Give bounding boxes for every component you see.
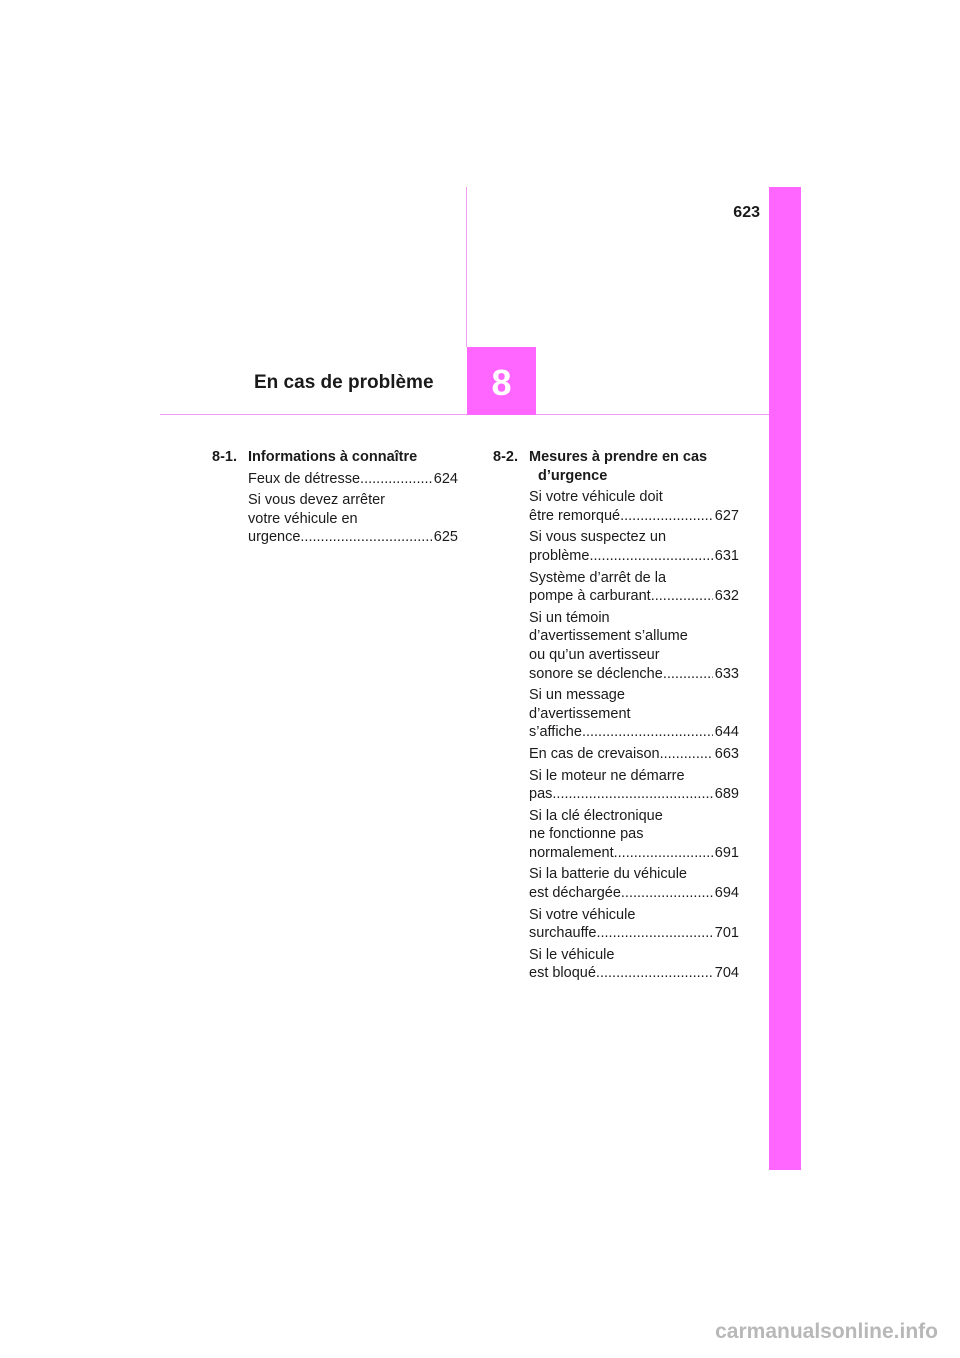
toc-entry-last-line <box>529 507 739 526</box>
toc-entry[interactable] <box>529 686 739 742</box>
toc-entry[interactable] <box>529 488 739 525</box>
toc-entry-text: En cas de crevaison <box>529 745 660 762</box>
toc-entry-text: d’avertissement s’allume <box>529 628 688 645</box>
chapter-title: En cas de problème <box>254 372 434 393</box>
header-rule <box>160 414 769 415</box>
section-number: 8-1. <box>212 449 237 465</box>
dot-leader <box>660 745 713 764</box>
toc-entry-text: sonore se déclenche <box>529 665 663 682</box>
toc-entry-text: surchauffe <box>529 925 597 942</box>
toc-entry-text: problème <box>529 547 590 564</box>
dot-leader <box>621 884 713 903</box>
toc-entry[interactable] <box>248 470 458 489</box>
toc-entry-text: Si un témoin <box>529 609 610 626</box>
toc-page-number: 631 <box>714 547 739 564</box>
toc-page-number: 633 <box>714 665 739 682</box>
toc-entry-last-line <box>529 587 739 606</box>
toc-entry-text: ou qu’un avertisseur <box>529 646 660 663</box>
dot-leader <box>596 964 713 983</box>
dot-leader <box>596 924 712 943</box>
toc-entry-text: Si votre véhicule doit <box>529 489 663 506</box>
section-heading <box>493 448 739 485</box>
section-title: Informations à connaître <box>248 449 418 465</box>
dot-leader <box>300 528 431 547</box>
toc-entry-text: est déchargée <box>529 885 621 902</box>
page-number: 623 <box>733 204 760 221</box>
toc-entry-text: Si la clé électronique <box>529 807 663 824</box>
toc-entry-text: pompe à carburant <box>529 588 651 605</box>
dot-leader <box>614 844 713 863</box>
toc-page-number: 663 <box>714 745 739 762</box>
dot-leader <box>620 507 713 526</box>
toc-entry-last-line <box>529 884 739 903</box>
dot-leader <box>651 587 713 606</box>
toc-entry-text: Si votre véhicule <box>529 906 636 923</box>
toc-entry-last-line <box>529 964 739 983</box>
toc-page-number: 644 <box>714 724 739 741</box>
toc-entry-text: votre véhicule en <box>248 510 358 527</box>
toc-entry-text: Si la batterie du véhicule <box>529 866 687 883</box>
toc-entry-text: Si vous devez arrêter <box>248 492 386 509</box>
toc-entry-last-line <box>529 665 739 684</box>
toc-column-left <box>212 448 458 550</box>
toc-page-number: 689 <box>714 786 739 803</box>
toc-entry-last-line <box>248 528 458 547</box>
toc-page-number: 694 <box>714 885 739 902</box>
toc-entry-text: Si le moteur ne démarre <box>529 767 685 784</box>
toc-entry-last-line <box>529 745 739 764</box>
toc-entry-text: est bloqué <box>529 965 596 982</box>
toc-page-number: 632 <box>714 588 739 605</box>
toc-entry-last-line <box>529 785 739 804</box>
toc-entry-text: Si un message <box>529 687 625 704</box>
toc-entry-text: s’affiche <box>529 724 582 741</box>
dot-leader <box>589 547 712 566</box>
toc-entry-text: urgence <box>248 529 301 546</box>
toc-entry[interactable] <box>529 528 739 565</box>
toc-entry-last-line <box>248 470 458 489</box>
toc-entry-text: pas <box>529 786 553 803</box>
toc-page-number: 625 <box>433 529 458 546</box>
toc-entry[interactable] <box>529 946 739 983</box>
toc-entry-last-line <box>529 844 739 863</box>
watermark: carmanualsonline.info <box>715 1320 938 1343</box>
toc-entry-text: être remorqué <box>529 507 621 524</box>
toc-entry-last-line <box>529 723 739 742</box>
toc-entry[interactable] <box>529 906 739 943</box>
toc-entry-text: Feux de détresse <box>248 470 361 487</box>
toc-entry[interactable] <box>529 609 739 683</box>
toc-entry[interactable] <box>529 569 739 606</box>
dot-leader <box>663 665 713 684</box>
toc-page-number: 691 <box>714 844 739 861</box>
section-heading <box>212 448 458 467</box>
section-title: Mesures à prendre en cas d’urgence <box>529 449 708 484</box>
toc-entry[interactable] <box>248 491 458 547</box>
toc-entry-text: d’avertissement <box>529 705 631 722</box>
toc-entry-last-line <box>529 547 739 566</box>
toc-entry[interactable] <box>529 865 739 902</box>
section-number: 8-2. <box>493 449 518 465</box>
toc-entry-text: Si le véhicule <box>529 946 615 963</box>
toc-entry-text: Si vous suspectez un <box>529 529 667 546</box>
toc-entry[interactable] <box>529 807 739 863</box>
dot-leader <box>552 785 712 804</box>
chapter-side-tab <box>769 187 801 1170</box>
toc-page-number: 704 <box>714 965 739 982</box>
dot-leader <box>360 470 432 489</box>
vertical-rule <box>466 187 467 347</box>
toc-entry[interactable] <box>529 745 739 764</box>
toc-entry-last-line <box>529 924 739 943</box>
toc-entry-text: normalement <box>529 844 614 861</box>
toc-entry-text: ne fonctionne pas <box>529 826 644 843</box>
toc-column-right <box>493 448 739 986</box>
dot-leader <box>582 723 713 742</box>
chapter-number-box: 8 <box>467 347 536 415</box>
toc-page-number: 624 <box>433 470 458 487</box>
toc-entry[interactable] <box>529 767 739 804</box>
toc-entry-text: Système d’arrêt de la <box>529 569 667 586</box>
toc-page-number: 701 <box>714 925 739 942</box>
toc-page-number: 627 <box>714 507 739 524</box>
